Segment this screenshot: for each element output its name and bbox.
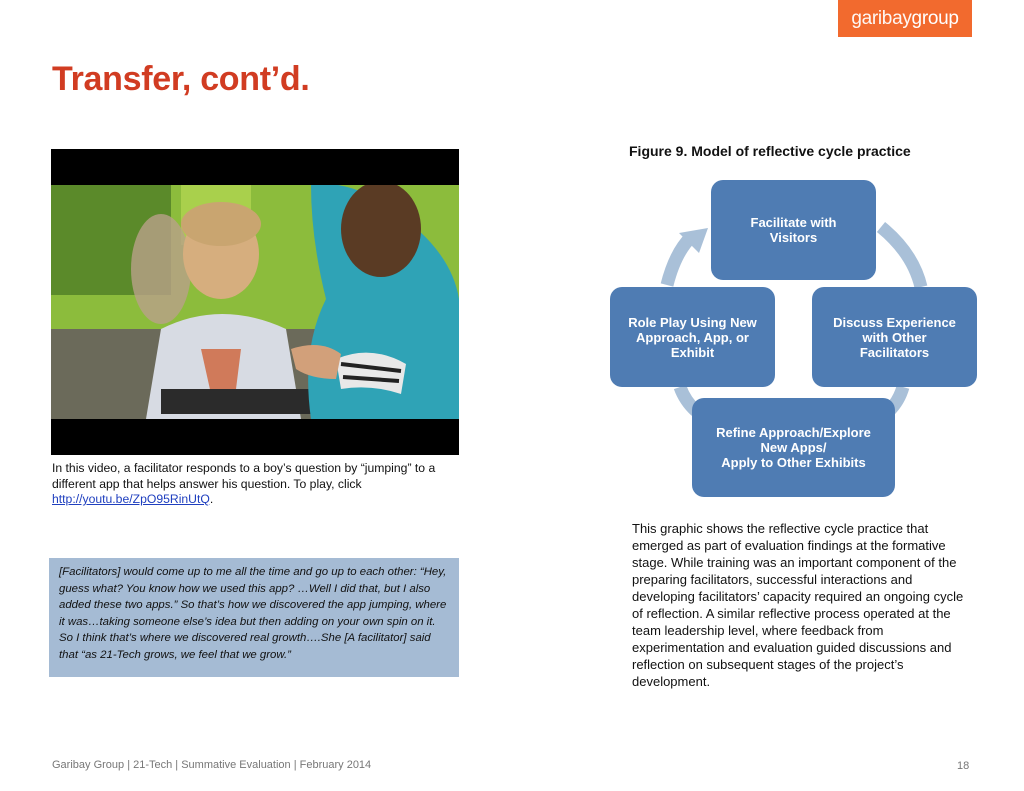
step-role-play	[610, 287, 775, 387]
logo-light-text: garibay	[851, 8, 912, 29]
step-label: Discuss Experience with Other Facilitators	[833, 314, 956, 360]
garibay-group-logo	[838, 0, 972, 37]
page-number: 18	[957, 760, 970, 772]
figure-description: This graphic shows the reflective cycle practice that emerged as part of evaluation findings at the formative stage. While training was an important component of the preparing facilitators, successful interactions and developing facilitators’ capacity required an ongoing cycle of reflection. A similar reflective process operated at the team leadership level, where feedback from experimentation and evaluation guided discussions and reflection on subsequent stages of the project’s development.	[632, 521, 964, 689]
footer-text: Garibay Group | 21-Tech | Summative Evaluation | February 2014	[52, 759, 372, 771]
caption-end: .	[209, 492, 214, 506]
step-discuss-experience	[812, 287, 977, 387]
reflective-cycle-diagram	[605, 175, 980, 500]
caption-text: In this video, a facilitator responds to a boy’s question by “jumping” to a different app that helps answer his question. To play, click	[52, 461, 436, 491]
video-frame-image	[51, 149, 459, 455]
step-facilitate-with-visitors	[711, 180, 876, 280]
arrow-facilitate-to-discuss	[881, 227, 921, 287]
step-refine-approach	[692, 398, 895, 497]
figure-title: Figure 9. Model of reflective cycle practice	[629, 143, 911, 159]
video-player[interactable]	[51, 149, 459, 455]
video-caption	[52, 461, 462, 508]
step-label: Role Play Using New Approach, App, or Exhibit	[628, 314, 757, 360]
facilitator-quote: [Facilitators] would come up to me all the time and go up to each other: “Hey, guess what? You know how we used this app? …Well I did that, but I also added these two apps.” So that’s how we discovered the app jumping, where it was…taking someone else’s idea but then adding on your own spin on it. So I think that’s where we discovered real growth….She [A facilitator] said that “as 21-Tech grows, we feel that we grow.”	[49, 558, 459, 677]
step-label: Facilitate with Visitors	[750, 215, 837, 245]
video-link[interactable]: http://youtu.be/ZpO95RinUtQ	[52, 492, 210, 506]
logo-bold-text: group	[911, 8, 959, 29]
page-title: Transfer, cont’d.	[52, 60, 310, 98]
arrow-roleplay-to-facilitate	[667, 237, 691, 285]
step-label: Refine Approach/Explore New Apps/ Apply to Other Exhibits	[716, 425, 871, 470]
